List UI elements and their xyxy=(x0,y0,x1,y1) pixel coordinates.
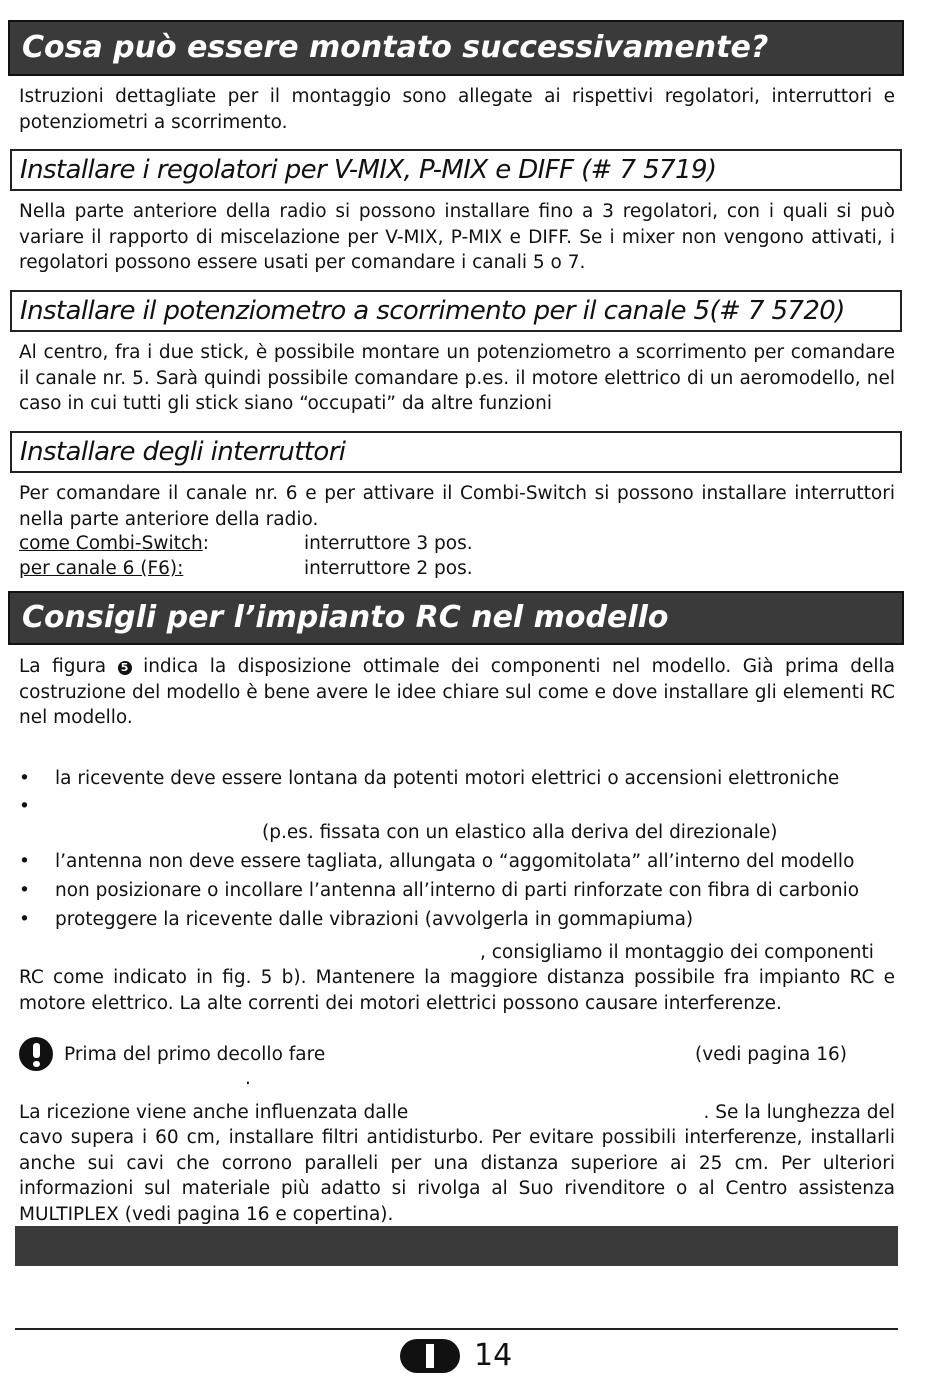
subheading-potenziometro: Installare il potenziometro a scorrimento per il canale 5(# 7 5720) xyxy=(10,290,902,332)
language-italian-icon xyxy=(400,1339,460,1373)
section-bar xyxy=(15,1226,898,1266)
bullet-icon: • xyxy=(19,880,30,901)
reception-tail: . Se la lunghezza del xyxy=(703,1102,895,1123)
reception-start: La ricezione viene anche influenzata dalle xyxy=(19,1102,409,1123)
subheading-interruttori: Installare degli interruttori xyxy=(10,431,902,473)
regolatori-text: Nella parte anteriore della radio si possono installare fino a 3 regolatori, con i quali si può variare il rapporto di miscelazione per V-MIX, P-MIX e DIFF. Se i mixer non vengono attivati, i regolatori possono essere usati per comandare i canali 5 o 7. xyxy=(19,201,895,273)
switch-row-colon: : xyxy=(202,533,209,554)
potenziometro-text: Al centro, fra i due stick, è possibile montare un potenziometro a scorrimento per comandare il canale nr. 5. Sarà quindi possibile comandare p.es. il motore elettrico di un aeromodello, nel caso in cui tutti gli stick siano “occupati” da altre funzioni xyxy=(19,342,895,414)
bullet-icon: • xyxy=(19,851,30,872)
switch-row-canale6 xyxy=(19,556,183,581)
bullet-icon: • xyxy=(19,796,30,817)
bullet-item-continuation: (p.es. fissata con un elastico alla deriva del direzionale) xyxy=(262,822,778,843)
bullet-icon: • xyxy=(19,909,30,930)
warning-text: Prima del primo decollo fare xyxy=(64,1044,326,1065)
bullet-item: la ricevente deve essere lontana da potenti motori elettrici o accensioni elettroniche xyxy=(55,768,840,789)
interruttori-text: Per comandare il canale nr. 6 e per attivare il Combi-Switch si possono installare interruttori nella parte anteriore della radio. xyxy=(19,483,895,530)
figure-number-icon: 5 xyxy=(118,661,132,675)
bullet-item: proteggere la ricevente dalle vibrazioni (avvolgerla in gommapiuma) xyxy=(55,909,694,930)
section-title-consigli: Consigli per l’impianto RC nel modello xyxy=(8,591,904,645)
page-number: 14 xyxy=(474,1338,513,1373)
switch-row-value: interruttore 3 pos. xyxy=(304,533,473,554)
warning-dot: . xyxy=(245,1068,251,1089)
switch-row-label: come Combi-Switch xyxy=(19,533,203,554)
reception-text: cavo supera i 60 cm, installare filtri antidisturbo. Per evitare possibili interferenze, installarli anche sui cavi che corrono paralleli per una distanza superiore ai 25 cm. Per ulteriori informazioni sul materiale più adatto si rivolga al Suo rivenditore o al Centro assistenza MULTIPLEX (vedi pagina 16 e copertina). xyxy=(19,1127,895,1225)
footer-divider xyxy=(15,1328,898,1330)
consigli-intro xyxy=(19,654,895,731)
section1-intro: Istruzioni dettagliate per il montaggio sono allegate ai rispettivi regolatori, interruttori e potenziometri a scorrimento. xyxy=(19,86,895,133)
subheading-regolatori: Installare i regolatori per V-MIX, P-MIX e DIFF (# 7 5719) xyxy=(10,149,902,191)
warning-ref: (vedi pagina 16) xyxy=(695,1044,847,1065)
bullet-item: non posizionare o incollare l’antenna all’interno di parti rinforzate con fibra di carbonio xyxy=(55,880,860,901)
section-title-montaggio: Cosa può essere montato successivamente? xyxy=(8,20,904,76)
bullet-icon: • xyxy=(19,768,30,789)
switch-row-value: interruttore 2 pos. xyxy=(304,558,473,579)
warning-icon xyxy=(19,1037,53,1071)
bullet-item: l’antenna non deve essere tagliata, allungata o “aggomitolata” all’interno del modello xyxy=(55,851,855,872)
intro-before: La figura xyxy=(19,656,107,677)
electric-tail: , consigliamo il montaggio dei componenti xyxy=(480,942,874,963)
switch-row-label: per canale 6 (F6): xyxy=(19,558,184,579)
electric-text: RC come indicato in fig. 5 b). Mantenere la maggiore distanza possibile fra impianto RC e motore elettrico. La alte correnti dei motori elettrici possono causare interferenze. xyxy=(19,967,895,1014)
switch-row-combi xyxy=(19,531,209,556)
intro-after: indica la disposizione ottimale dei componenti nel modello. Già prima della costruzione del modello è bene avere le idee chiare sul come e dove installare gli elementi RC nel modello. xyxy=(19,656,896,728)
